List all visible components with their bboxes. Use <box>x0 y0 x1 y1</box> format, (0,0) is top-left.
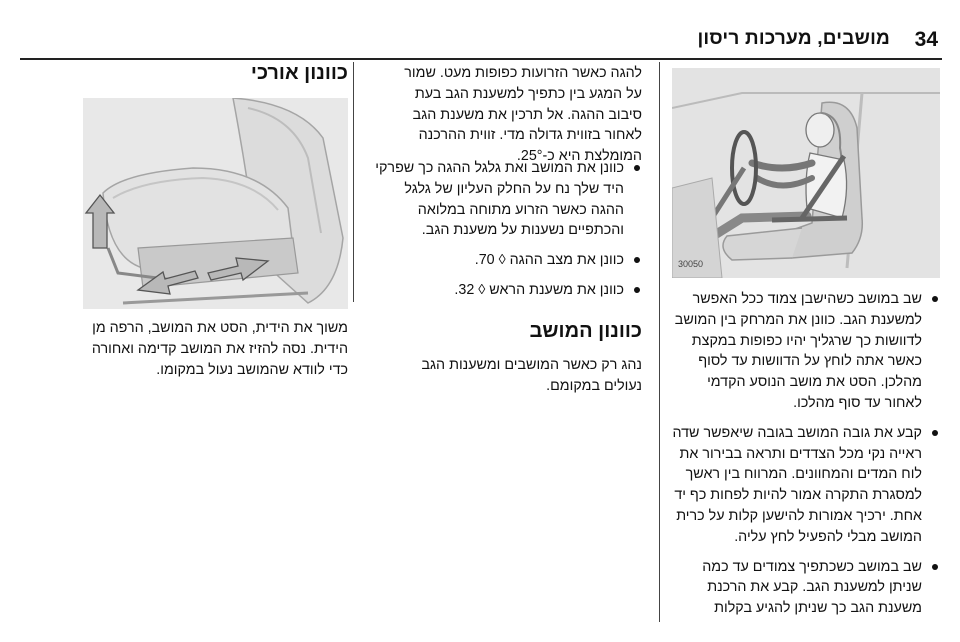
bullet-icon <box>932 564 938 570</box>
seat-adjustment-illustration <box>83 98 348 309</box>
bullet-icon <box>634 165 640 171</box>
bullet-icon <box>634 287 640 293</box>
bullet-icon <box>932 296 938 302</box>
list-item-text: שב במושב כשכתפיך צמודים עד כמה שניתן למשענת הגב. קבע את הרכנת משענת הגב כך שניתן להגיע בקלות <box>702 558 922 617</box>
figure-code: 30050 <box>678 259 704 270</box>
column-divider <box>353 62 354 302</box>
list-item-text: קבע את גובה המושב בגובה שיאפשר שדה ראייה נקי מכל הצדדים ותראה בבירור את לוח המדים והמחוונים. המרווח בין ראשך למסגרת התקרה אמור להיות לפחות כף יד אחת. ירכיך אמורות להישען קלות על כרית המושב מבלי להפעיל לחץ עליה. <box>672 424 922 545</box>
head-restraint-reference-link[interactable]: כוונן את משענת הראש ◊ 32. <box>454 281 624 298</box>
header-rule <box>20 58 942 60</box>
page-header-title: מושבים, מערכות ריסון <box>697 28 890 49</box>
list-item <box>670 423 940 548</box>
driver-illustration-graphic <box>672 68 940 278</box>
list-item-text: שב במושב כשהישבן צמוד ככל האפשר למשענת הגב. כוונן את המרחק בין המושב לדוושות כך שרגליך יהיו כפופות במקצת כאשר אתה לוחץ על הדוושות עד לסוף מהלכן. הסט את מושב הנוסע הקדמי לאחור עד סוף מהלכו. <box>674 291 922 411</box>
seating-instructions-list <box>670 289 940 628</box>
section-heading: כוונון המושב <box>529 320 642 342</box>
column-divider <box>659 62 660 622</box>
adjustment-list <box>372 158 642 310</box>
list-item <box>372 280 642 301</box>
continued-paragraph: להגה כאשר הזרועות כפופות מעט. שמור על המגע בין כתפיך למשענת הגב בעת סיבוב ההגה. אל תרכין את משענת הגב לאחור בזווית גדולה מדי. זווית ההרכנה המומלצת היא כ-25°. <box>404 65 642 165</box>
list-item <box>670 557 940 619</box>
list-item <box>372 158 642 241</box>
driver-seating-illustration <box>672 68 940 278</box>
bullet-icon <box>932 430 938 436</box>
page-number: 34 <box>914 28 938 51</box>
seat-illustration-graphic <box>83 98 348 309</box>
list-item <box>372 250 642 271</box>
list-item <box>670 289 940 414</box>
longitudinal-adjustment-text: משוך את הידית, הסט את המושב, הרפה מן הידית. נסה להזיז את המושב קדימה ואחורה כדי לוודא שהמושב נעול במקומו. <box>91 320 348 378</box>
subsection-heading: כוונון אורכי <box>250 62 348 84</box>
bullet-icon <box>634 257 640 263</box>
section-paragraph: נהג רק כאשר המושבים ומשענות הגב נעולים במקומם. <box>421 357 642 394</box>
steering-wheel-reference-link[interactable]: כוונן את מצב ההגה ◊ 70. <box>474 252 624 269</box>
list-item-text: כוונן את המושב ואת גלגל ההגה כך שפרקי היד שלך נח על החלק העליון של גלגל ההגה כאשר הזרוע מתוחה במלואה והכתפיים נשענות על משענת הגב. <box>375 160 624 239</box>
